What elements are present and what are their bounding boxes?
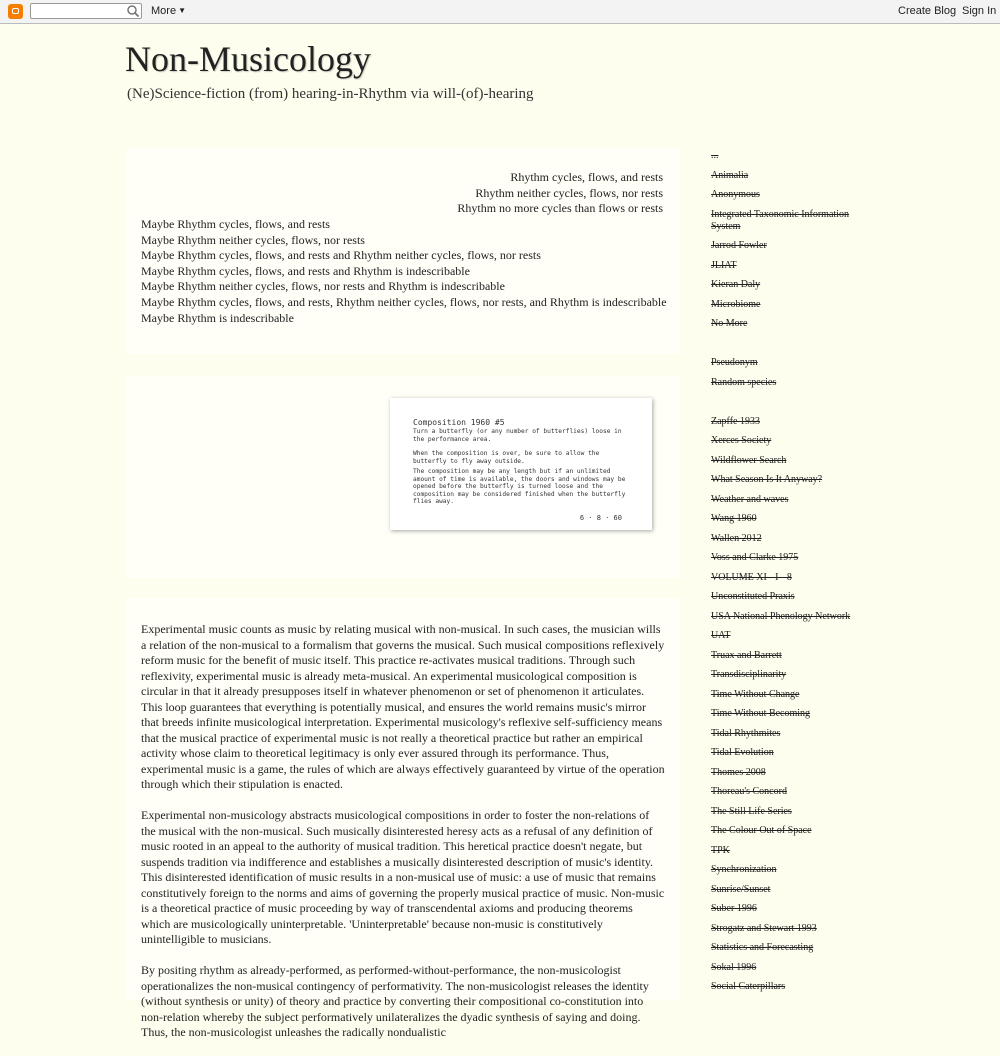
poem-line: Maybe Rhythm cycles, flows, and rests and Rhythm neither cycles, flows, nor rests <box>141 248 541 263</box>
post-experimental-music-essay <box>126 598 680 1039</box>
sidebar-link[interactable]: Unconstituted Praxis <box>711 591 795 602</box>
sidebar-link[interactable]: Tidal Evolution <box>711 747 774 758</box>
create-blog-link[interactable]: Create Blog <box>898 5 957 17</box>
sidebar-link[interactable]: Anonymous <box>711 189 760 200</box>
sidebar-link[interactable]: Zapffe 1933 <box>711 415 760 427</box>
sidebar-link[interactable]: ... <box>711 150 719 161</box>
sidebar-links <box>711 150 861 1001</box>
blog-title[interactable]: Non-Musicology <box>125 39 371 79</box>
sidebar-link[interactable]: USA National Phenology Network <box>711 610 851 622</box>
sidebar-link[interactable]: Synchronization <box>711 864 777 875</box>
sidebar-link[interactable]: Wallen 2012 <box>711 532 762 544</box>
poem-line: Rhythm cycles, flows, and rests <box>510 170 663 184</box>
essay-paragraph: By positing rhythm as already-performed, as performed-without-performance, the non-musicologist operationalizes the non-musical contingency of performativity. The non-musicologist releases the identity (without synthesis or unity) of theory and practice by converting their compositional co-constitution into non-relation whereby the subject performatively unilateralizes the dyadic synthesis of saying and doing. Thus, the non-musicologist unleashes the radically nondualistic <box>141 963 649 1039</box>
blog-description: (Ne)Science-fiction (from) hearing-in-Rhythm via will-(of)-hearing <box>127 86 534 102</box>
sidebar-link[interactable]: Xerces Society <box>711 435 772 446</box>
sidebar-link[interactable]: Sokal 1996 <box>711 961 757 973</box>
post-composition-image <box>126 376 680 578</box>
poem-line: Rhythm no more cycles than flows or rests <box>457 201 663 216</box>
sidebar-link[interactable]: What Season Is It Anyway? <box>711 474 823 485</box>
sidebar-gap <box>711 396 861 416</box>
sidebar-link[interactable]: Jarrod Fowler <box>711 240 767 251</box>
sidebar-link[interactable]: Strogatz and Stewart 1993 <box>711 922 817 934</box>
sidebar-gap <box>711 338 861 358</box>
poem-line: Rhythm neither cycles, flows, nor rests <box>475 185 663 200</box>
poem-line: Maybe Rhythm cycles, flows, and rests <box>141 217 330 231</box>
sidebar-link[interactable]: VOLUME XI - I - 8 <box>711 571 792 583</box>
sidebar-link[interactable]: JLIAT <box>711 259 737 271</box>
sidebar-link[interactable]: Pseudonym <box>711 357 758 368</box>
sidebar-link[interactable]: Animalia <box>711 169 749 181</box>
sidebar-group <box>711 416 861 994</box>
sidebar-link[interactable]: Social Caterpillars <box>711 981 786 992</box>
sidebar-link[interactable]: The Colour Out of Space <box>711 825 812 836</box>
sidebar-link[interactable]: Transdisciplinarity <box>711 669 787 680</box>
score-date: 6 · 8 · 60 <box>579 514 622 522</box>
sidebar-link[interactable]: Sunrise/Sunset <box>711 883 771 895</box>
sidebar-link[interactable]: The Still Life Series <box>711 805 792 817</box>
sidebar-link[interactable]: Wildflower Search <box>711 454 787 466</box>
essay-paragraph: Experimental music counts as music by relating musical with non-musical. In such cases, the musician wills a relation of the non-musical to a formalism that governs the musical. Such musical compositions reflexively reform music for the benefit of music itself. This practice re-activates musical traditions. Through such reflexivity, experimental music is already meta-musical. An experimental musicological composition is circular in that it already presupposes itself in whatever phenomenon or set of phenomenon it articulates. This loop guarantees that everything is potentially musical, and ensures the world remains music's mirror that breeds infinite musicological interpretation. Experimental musicology's reflexive self-sufficiency means that the musical practice of experimental music is not really a theoretical practice but rather an empirical activity whose claim to theoretical legitimacy is only ever assured through its performance. Thus, experimental music is a game, the rules of which are always effectively guaranteed by virtue of the operation through which their stipulation is enacted. <box>141 622 665 791</box>
sidebar-link[interactable]: TPK <box>711 844 730 856</box>
sidebar-link[interactable]: Random species <box>711 376 777 388</box>
score-text: Turn a butterfly (or any number of butterflies) loose in the performance area. <box>413 428 622 443</box>
sidebar-link[interactable]: Integrated Taxonomic Information System <box>711 208 849 232</box>
sidebar-link[interactable]: Tidal Rhythmites <box>711 727 781 739</box>
right-aligned-lines <box>457 170 663 217</box>
poem-line: Maybe Rhythm neither cycles, flows, nor rests <box>141 232 365 247</box>
sign-in-link[interactable]: Sign In <box>962 5 997 17</box>
sidebar-link[interactable]: Voss and Clarke 1975 <box>711 552 799 563</box>
more-menu-button[interactable] <box>151 5 186 17</box>
navbar <box>0 0 1000 24</box>
sidebar-link[interactable]: No More <box>711 318 748 329</box>
sidebar-link[interactable]: Kieran Daly <box>711 279 761 290</box>
sidebar-link[interactable]: Thomes 2008 <box>711 766 766 778</box>
essay-paragraph: Experimental non-musicology abstracts musicological compositions in order to foster the non-relations of the musical with the non-musical. Such musically disinterested heresy acts as a refusal of any definition of music rooted in an appeal to the authority of musical tradition. This heretical practice doesn't negate, but suspends tradition via indifference and establishes a musically disinterested description of music's identity. This disinterested identification of music results in a non-musical use of music: a use of music that remains constitutively foreign to the norms and aims of governing the properly musical practice of music. Non-music is a theoretical practice of music proceeding by way of transcendental axioms and producing theorems which are musicologically uninterpretable. 'Uninterpretable' because non-music is constitutively unintelligible to musicians. <box>141 808 665 946</box>
sidebar-link[interactable]: Statistics and Forecasting <box>711 942 814 953</box>
poem-line: Maybe Rhythm is indescribable <box>141 310 294 325</box>
sidebar-link[interactable]: Time Without Becoming <box>711 708 811 719</box>
poem-line: Maybe Rhythm neither cycles, flows, nor rests and Rhythm is indescribable <box>141 279 505 294</box>
blogger-logo-icon[interactable] <box>8 4 23 19</box>
poem-line: Maybe Rhythm cycles, flows, and rests and Rhythm is indescribable <box>141 263 470 278</box>
sidebar-link[interactable]: Thoreau's Concord <box>711 786 787 797</box>
search-icon[interactable] <box>126 4 140 18</box>
more-label: More <box>151 5 177 17</box>
sidebar-link[interactable]: Weather and waves <box>711 493 789 505</box>
sidebar-link[interactable]: Wang 1960 <box>711 513 757 524</box>
sidebar-link[interactable]: Truax and Barrett <box>711 649 782 661</box>
composition-score-image[interactable] <box>390 398 652 530</box>
essay-body <box>141 622 665 1056</box>
poem-line: Maybe Rhythm cycles, flows, and rests, Rhythm neither cycles, flows, nor rests, and Rhythm is indescribable <box>141 294 667 309</box>
sidebar-group <box>711 150 861 330</box>
post-rhythm-poem <box>126 148 680 354</box>
sidebar-group <box>711 357 861 389</box>
score-text: When the composition is over, be sure to allow the butterfly to fly away outside. <box>413 450 600 465</box>
score-title: Composition 1960 #5 <box>413 418 505 427</box>
sidebar-link[interactable]: Microbiome <box>711 298 761 310</box>
sidebar-link[interactable]: UAT <box>711 630 731 641</box>
sidebar-link[interactable]: Suber 1996 <box>711 903 757 914</box>
caret-down-icon: ▼ <box>178 6 186 15</box>
sidebar-link[interactable]: Time Without Change <box>711 688 800 700</box>
score-text: The composition may be any length but if an unlimited amount of time is available, the doors and windows may be opened before the butterfly is turned loose and the composition may be considered finished when the butterfly flies away. <box>413 468 626 506</box>
left-aligned-lines <box>141 217 667 326</box>
